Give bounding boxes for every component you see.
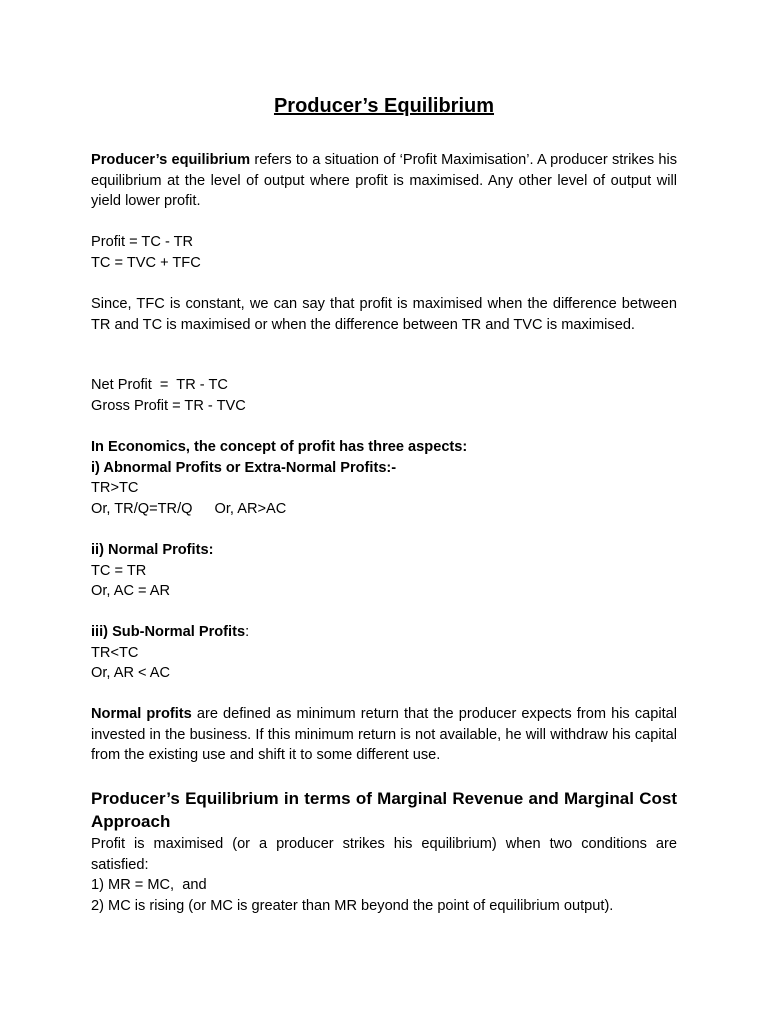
abnormal-line2b: Or, AR>AC — [214, 500, 287, 517]
subnormal-label-line — [91, 622, 677, 643]
profit-formulas — [91, 232, 677, 273]
aspects-heading: In Economics, the concept of profit has three aspects: — [91, 439, 468, 455]
normal-def-text: are defined as minimum return that the producer expects from his capital invested in the business. If this minimum return is not available, he will withdraw his capital from the existing use and shift it to some different use. — [91, 706, 677, 763]
net-gross-formulas — [91, 375, 677, 416]
since-paragraph: Since, TFC is constant, we can say that profit is maximised when the difference between TR and TC is maximised or when the difference between TR and TVC is maximised. — [91, 296, 677, 333]
normal-profits-label: ii) Normal Profits: — [91, 542, 214, 558]
profit-aspects — [91, 437, 677, 519]
page-title: Producer’s Equilibrium — [273, 95, 495, 117]
intro-paragraph — [91, 150, 677, 212]
abnormal-line2 — [91, 499, 677, 520]
condition-item: 1) MR = MC, and — [91, 877, 207, 893]
normal-def-term: Normal profits — [91, 706, 192, 722]
subnormal-profits-label: iii) Sub-Normal Profits — [91, 624, 246, 640]
abnormal-line2a: Or, TR/Q=TR/Q — [91, 500, 193, 517]
normal-profits — [91, 540, 677, 602]
section-paragraph: Profit is maximised (or a producer strikes his equilibrium) when two conditions are satisfied: — [91, 836, 677, 873]
normal-line1: TC = TR — [91, 562, 147, 579]
subnormal-profits — [91, 622, 677, 684]
abnormal-line1: TR>TC — [91, 480, 139, 496]
intro-text: refers to a situation of ‘Profit Maximisation’. A producer strikes his equilibrium at the level of output where profit is maximised. Any other level of output will yield lower profit. — [91, 152, 678, 209]
normal-line2: Or, AC = AR — [91, 583, 171, 599]
formula-line: TC = TVC + TFC — [91, 254, 201, 271]
subnormal-line1: TR<TC — [91, 644, 139, 661]
abnormal-profits-label: i) Abnormal Profits or Extra-Normal Profits:- — [91, 459, 397, 476]
subnormal-colon: : — [245, 624, 250, 640]
conditions-list — [91, 875, 677, 916]
formula-line: Profit = TC - TR — [91, 234, 194, 250]
condition-item: 2) MC is rising (or MC is greater than MR beyond the point of equilibrium output). — [91, 897, 614, 914]
formula-line: Gross Profit = TR - TVC — [91, 397, 246, 414]
normal-profits-definition — [91, 704, 677, 766]
section-heading: Producer’s Equilibrium in terms of Marginal Revenue and Marginal Cost Approach — [91, 789, 677, 831]
formula-line: Net Profit = TR - TC — [91, 377, 228, 393]
intro-term: Producer’s equilibrium — [91, 152, 251, 168]
subnormal-line2: Or, AR < AC — [91, 665, 171, 681]
